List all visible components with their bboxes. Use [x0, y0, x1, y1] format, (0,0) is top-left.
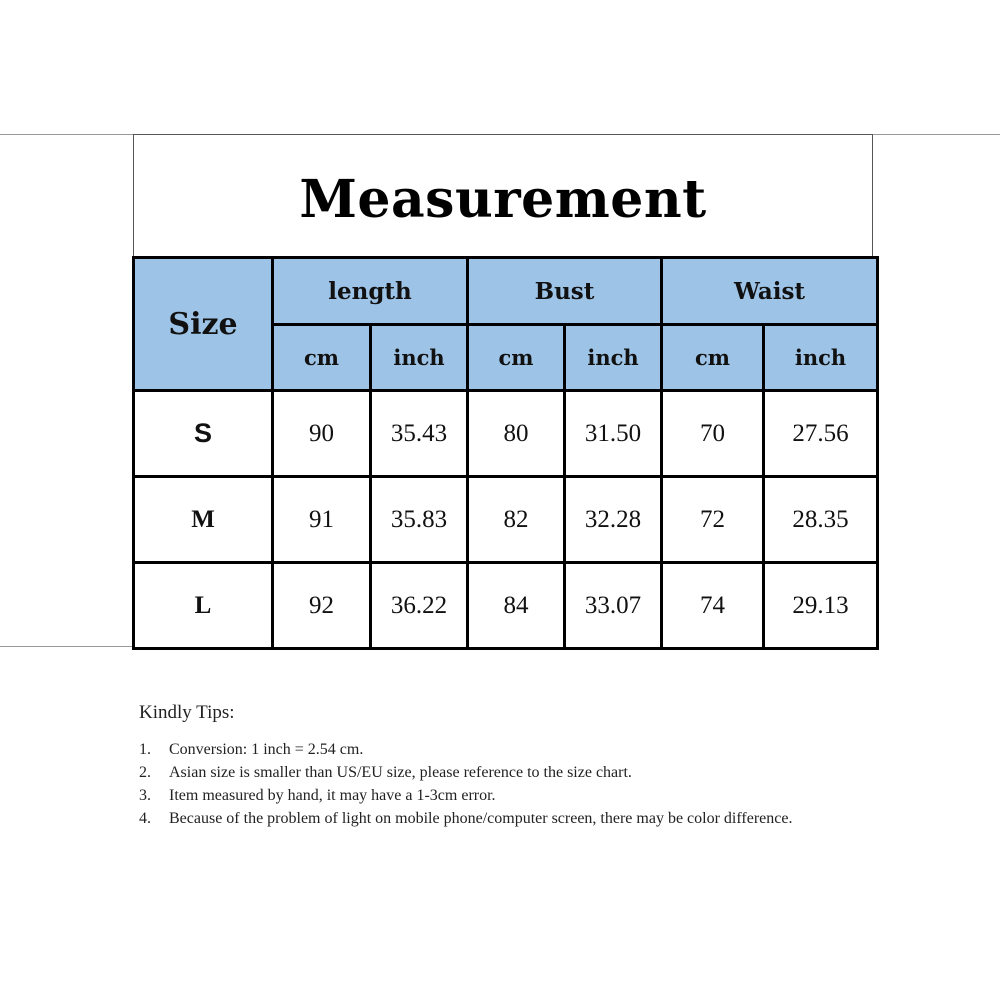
- list-item: [139, 738, 859, 761]
- size-label: M: [134, 477, 273, 563]
- list-item-text: Because of the problem of light on mobile phone/computer screen, there may be color difference.: [169, 810, 793, 827]
- table-cell: 32.28: [565, 477, 662, 563]
- table-cell: 91: [273, 477, 371, 563]
- size-header: Size: [134, 258, 273, 391]
- list-item-text: Item measured by hand, it may have a 1-3cm error.: [169, 787, 496, 804]
- unit-header: inch: [371, 325, 468, 391]
- table-cell: 35.83: [371, 477, 468, 563]
- table-row: [134, 477, 878, 563]
- table-cell: 36.22: [371, 563, 468, 649]
- list-item-text: Asian size is smaller than US/EU size, please reference to the size chart.: [169, 764, 632, 781]
- list-item-number: 2.: [139, 764, 151, 781]
- tips-title: Kindly Tips:: [139, 702, 235, 723]
- table-cell: 33.07: [565, 563, 662, 649]
- list-item-number: 3.: [139, 787, 151, 804]
- tips-list: [139, 738, 859, 830]
- table-cell: 72: [662, 477, 764, 563]
- table-cell: 84: [468, 563, 565, 649]
- group-header-bust: Bust: [468, 258, 662, 325]
- unit-header: cm: [468, 325, 565, 391]
- group-header-waist: Waist: [662, 258, 878, 325]
- list-item: [139, 784, 859, 807]
- table-cell: 70: [662, 391, 764, 477]
- header-row-groups: [134, 258, 878, 325]
- list-item-number: 4.: [139, 810, 151, 827]
- table-cell: 29.13: [764, 563, 878, 649]
- unit-header: cm: [273, 325, 371, 391]
- table-cell: 74: [662, 563, 764, 649]
- unit-header: inch: [565, 325, 662, 391]
- table-cell: 28.35: [764, 477, 878, 563]
- list-item: [139, 761, 859, 784]
- table-cell: 35.43: [371, 391, 468, 477]
- table-row: [134, 563, 878, 649]
- size-table: [132, 256, 879, 650]
- table-row: [134, 391, 878, 477]
- unit-header: inch: [764, 325, 878, 391]
- list-item: [139, 807, 859, 830]
- size-label: S: [134, 391, 273, 477]
- table-cell: 80: [468, 391, 565, 477]
- group-header-length: length: [273, 258, 468, 325]
- unit-header: cm: [662, 325, 764, 391]
- tips-section: [139, 702, 859, 830]
- table-cell: 82: [468, 477, 565, 563]
- list-item-number: 1.: [139, 741, 151, 758]
- table-cell: 31.50: [565, 391, 662, 477]
- table-cell: 92: [273, 563, 371, 649]
- title-box: [133, 134, 873, 256]
- page-title: Measurement: [299, 169, 707, 230]
- bottom-divider-line: [0, 646, 132, 647]
- table-cell: 27.56: [764, 391, 878, 477]
- size-label: L: [134, 563, 273, 649]
- table-cell: 90: [273, 391, 371, 477]
- list-item-text: Conversion: 1 inch = 2.54 cm.: [169, 741, 364, 758]
